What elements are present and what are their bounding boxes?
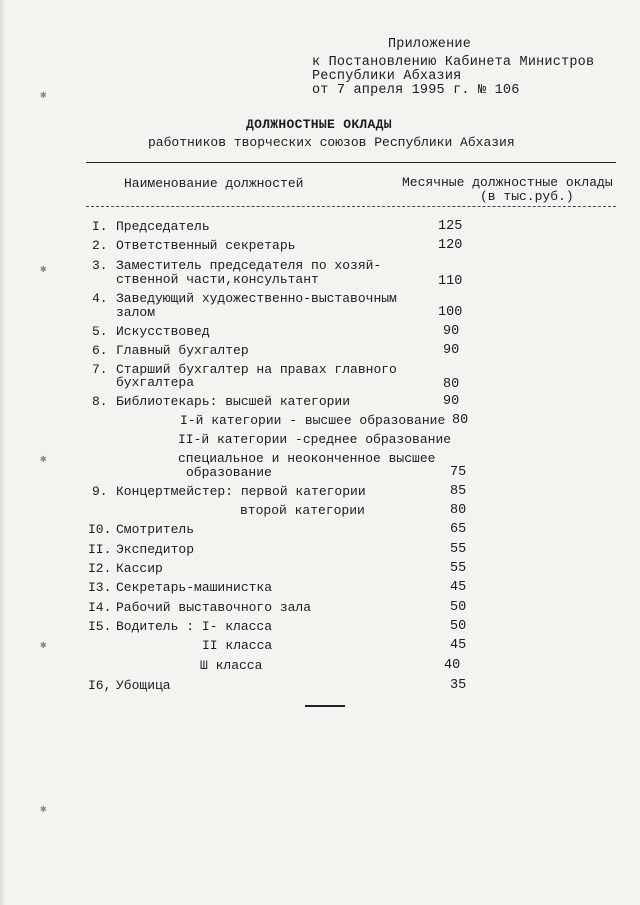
salary-value: 110 [438, 274, 463, 289]
header-republic: Республики Абхазия [312, 69, 462, 84]
column-header-salary-unit: (в тыс.руб.) [480, 189, 574, 204]
salary-value: 90 [443, 324, 460, 339]
position-name: I-й категории - высшее образование [180, 413, 446, 428]
salary-value: 85 [450, 484, 467, 499]
column-header-position: Наименование должностей [124, 176, 304, 191]
column-header-salary: Месячные должностные оклады [402, 175, 613, 190]
row-number: 2. [92, 238, 108, 253]
punch-mark-icon: ✱ [40, 90, 47, 102]
row-number: 6. [92, 343, 108, 358]
row-number: 3. [92, 258, 108, 273]
position-name-continuation: залом [116, 305, 156, 320]
row-number: I4. [88, 600, 112, 615]
position-name: Экспедитор [116, 542, 195, 557]
salary-value: 90 [443, 394, 460, 409]
row-number: II. [88, 542, 112, 557]
punch-mark-icon: ✱ [40, 640, 47, 652]
position-name: второй категории [240, 503, 365, 518]
position-name: Ш класса [200, 658, 263, 673]
position-name: Рабочий выставочного зала [116, 600, 312, 615]
row-number: 4. [92, 291, 108, 306]
document-title: ДОЛЖНОСТНЫЕ ОКЛАДЫ [246, 117, 392, 132]
row-number: 8. [92, 394, 108, 409]
position-name: Убощица [116, 678, 171, 693]
row-number: 7. [92, 362, 108, 377]
salary-value: 55 [450, 542, 467, 557]
salary-value: 65 [450, 522, 467, 537]
salary-value: 45 [450, 638, 467, 653]
punch-mark-icon: ✱ [40, 264, 47, 276]
position-name: Председатель [116, 219, 210, 234]
row-number: I3. [88, 580, 112, 595]
position-name: Заместитель председателя по хозяй- [116, 258, 382, 273]
salary-value: 55 [450, 561, 467, 576]
position-name-continuation: образование [186, 465, 272, 480]
salary-value: 100 [438, 305, 463, 320]
header-date: от 7 апреля 1995 г. № 106 [312, 83, 520, 98]
salary-value: 50 [450, 619, 467, 634]
salary-value: 120 [438, 238, 463, 253]
salary-value: 90 [443, 343, 460, 358]
table-header-rule [86, 206, 616, 207]
header-appendix: Приложение [388, 37, 472, 52]
salary-value: 80 [452, 413, 469, 428]
salary-value: 125 [438, 219, 463, 234]
salary-value: 35 [450, 678, 467, 693]
row-number: I. [92, 219, 108, 234]
salary-value: 80 [443, 377, 460, 392]
position-name: II-й категории -среднее образование [178, 432, 452, 447]
position-name: Смотритель [116, 522, 195, 537]
row-number: I0. [88, 522, 112, 537]
scan-edge-shadow [0, 0, 6, 905]
position-name: Старший бухгалтер на правах главного [116, 362, 397, 377]
position-name: Кассир [116, 561, 163, 576]
position-name: Главный бухгалтер [116, 343, 249, 358]
header-decree: к Постановлению Кабинета Министров [312, 55, 595, 70]
salary-value: 75 [450, 465, 467, 480]
position-name: Водитель : I- класса [116, 619, 273, 634]
position-name-continuation: бухгалтера [116, 375, 195, 390]
salary-value: 40 [444, 658, 461, 673]
row-number: I2. [88, 561, 112, 576]
punch-mark-icon: ✱ [40, 804, 47, 816]
closing-rule [305, 705, 345, 707]
row-number: I5. [88, 619, 112, 634]
position-name-continuation: ственной части,консультант [116, 272, 319, 287]
position-name: Библиотекарь: высшей категории [116, 394, 351, 409]
salary-value: 80 [450, 503, 467, 518]
position-name: Концертмейстер: первой категории [116, 484, 366, 499]
position-name: Искусствовед [116, 324, 210, 339]
row-number: 9. [92, 484, 108, 499]
punch-mark-icon: ✱ [40, 454, 47, 466]
position-name: специальное и неоконченное высшее [178, 451, 436, 466]
document-subtitle: работников творческих союзов Республики Абхазия [148, 135, 515, 150]
position-name: Секретарь-машинистка [116, 580, 273, 595]
row-number: I6, [88, 678, 112, 693]
position-name: II класса [202, 638, 273, 653]
position-name: Заведующий художественно-выставочным [116, 291, 397, 306]
position-name: Ответственный секретарь [116, 238, 296, 253]
salary-value: 45 [450, 580, 467, 595]
salary-value: 50 [450, 600, 467, 615]
row-number: 5. [92, 324, 108, 339]
table-top-rule [86, 162, 616, 163]
